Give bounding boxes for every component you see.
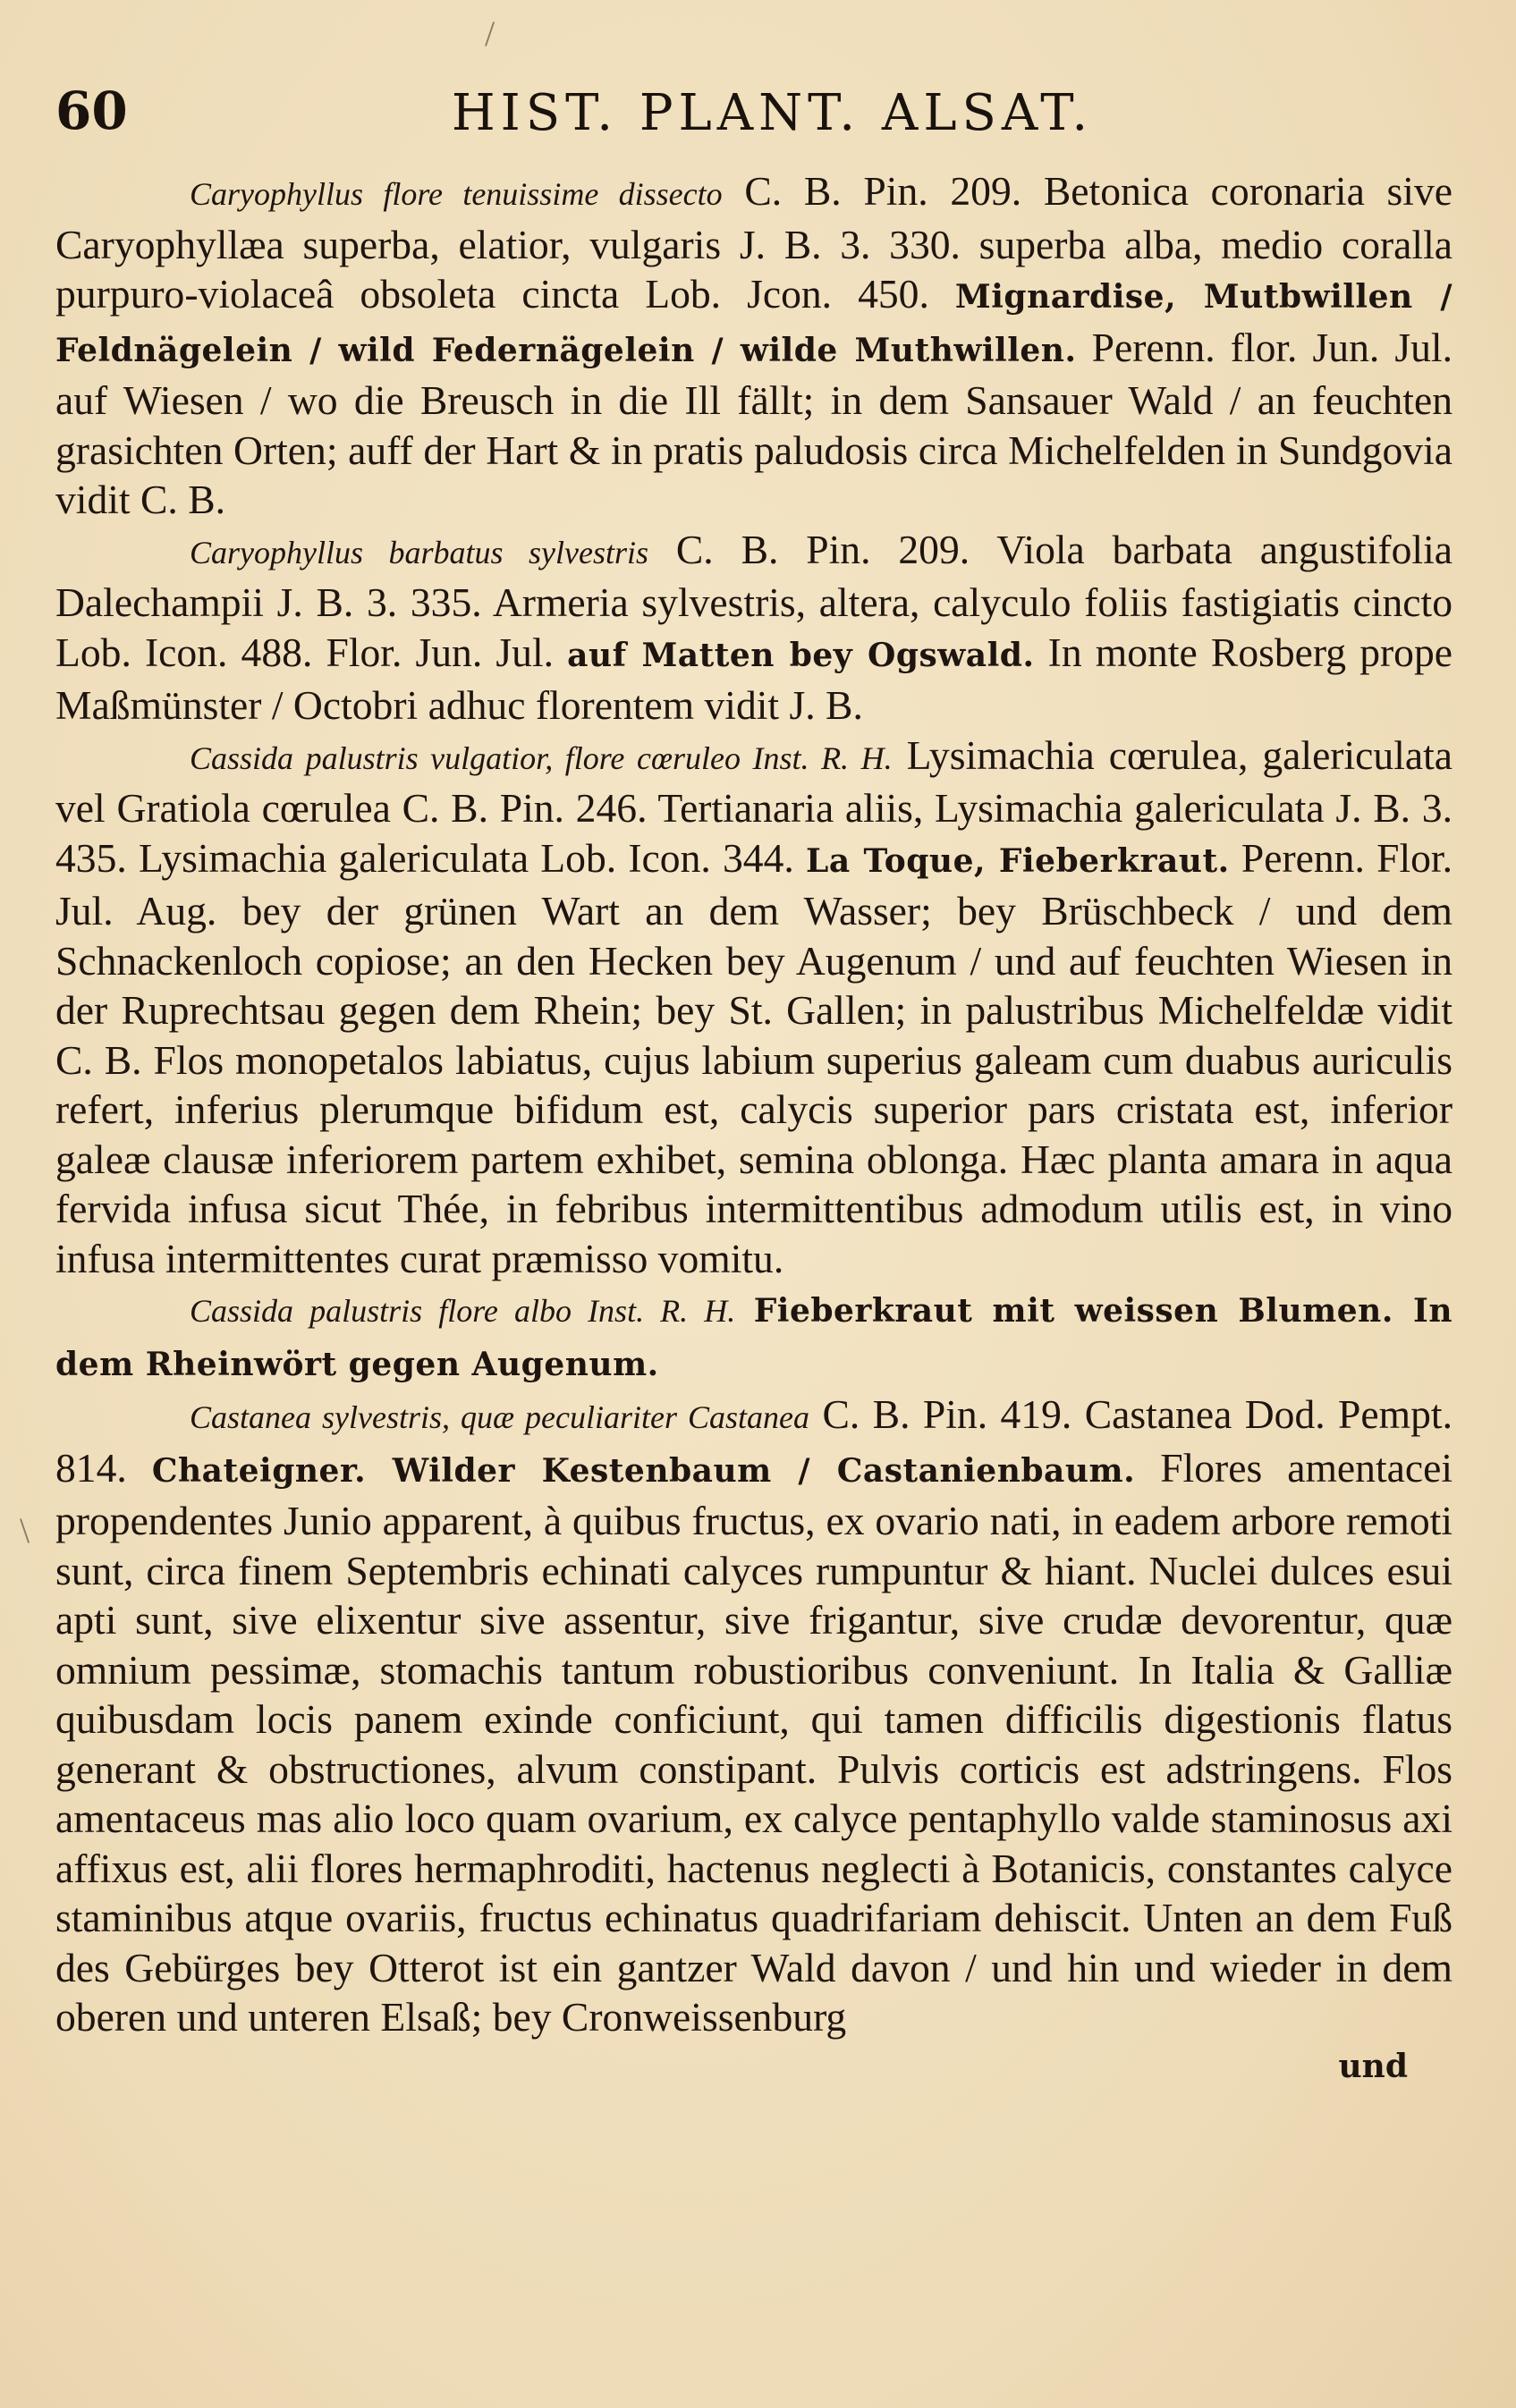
entry-tail: Flores amentacei propendentes Junio apparent, à quibus fructus, ex ovario nati, in eadem arbore remoti sunt, circa finem Septembris echinati calyces rumpuntur & hiant. Nuclei dulces esui apti sunt, sive elixentur sive assentur, sive frigantur, sive crudæ devorentur, quæ omnium pessimæ, stomachis tantum robustioribus conveniunt. In Italia & Galliæ quibusdam locis panem exinde conficiunt, qui tamen difficilis digestionis flatus generant & obstructiones, alvum constipant. Pulvis corticis est adstringens. Flos amentaceus mas alio loco quam ovarium, ex calyce pentaphyllo valde staminosus axi affixus est, alii flores hermaphroditi, hactenus neglecti à Botanicis, constantes calyce staminibus atque ovariis, fructus echinatus quadrifariam dehiscit. Unten an dem Fuß des Gebürges bey Otterot ist ein gantzer Wald davon / und hin und wieder in dem oberen und unteren Elsaß; bey Cronweissenburg xyxy=(55,1444,1452,2040)
entry-caryophyllus-barbatus xyxy=(55,525,1452,731)
entry-cassida-coeruleo xyxy=(55,731,1452,1284)
entry-vernacular: Mignardise, Mutbwillen / Feldnägelein / wild Federnägelein / wilde Muthwillen. xyxy=(55,278,1452,369)
entry-vernacular: La Toque, Fieberkraut. xyxy=(806,841,1230,880)
entry-vernacular: Chateigner. Wilder Kestenbaum / Castanienbaum. xyxy=(151,1451,1136,1490)
catchword: und xyxy=(1338,2047,1408,2085)
entry-text: C. B. Pin. 419. Castanea Dod. Pempt. 814. xyxy=(55,1391,1452,1491)
page-number: 60 xyxy=(55,80,128,141)
entry-tail: Perenn. Flor. Jul. Aug. bey der grünen Wart an dem Wasser; bey Brüschbeck / und dem Schnackenloch copiose; an den Hecken bey Augenum / und auf feuchten Wiesen in der Ruprechtsau gegen dem Rhein; bey St. Gallen; in palustribus Michelfeldæ vidit C. B. Flos monopetalos labiatus, cujus labium superius galeam cum duabus auriculis refert, inferius plerumque bifidum est, calycis superior pars cristata est, inferior galeæ clausæ inferiorem partem exhibet, semina oblonga. Hæc planta amara in aqua fervida infusa sicut Thée, in febribus intermittentibus admodum utilis est, in vino infusa intermittentes curat præmisso vomitu. xyxy=(55,834,1452,1281)
margin-ink-tick: \ xyxy=(20,1510,30,1550)
running-head: HIST. PLANT. ALSAT. xyxy=(451,84,1094,142)
entry-name: Cassida palustris vulgatior, flore cœruleo Inst. R. H. xyxy=(190,739,893,776)
page-header xyxy=(55,80,1453,152)
entry-text: C. B. Pin. 209. Betonica coronaria sive Caryophyllæa superba, elatior, vulgaris J. B. 3. 330. superba alba, medio coralla purpuro-violaceâ obsoleta cincta Lob. Jcon. 450. xyxy=(55,168,1452,317)
entry-text: C. B. Pin. 209. Viola barbata angustifolia Dalechampii J. B. 3. 335. Armeria sylvestris, altera, calyculo foliis fastigiatis cincto Lob. Icon. 488. Flor. Jun. Jul. xyxy=(55,526,1452,675)
entry-name: Castanea sylvestris, quæ peculiariter Castanea xyxy=(190,1399,810,1435)
text-body xyxy=(55,166,1452,2091)
entry-vernacular: auf Matten bey Ogswald. xyxy=(567,636,1035,674)
entry-tail: In monte Rosberg prope Maßmünster / Octobri adhuc florentem vidit J. B. xyxy=(55,629,1453,728)
entry-name: Caryophyllus barbatus sylvestris xyxy=(190,534,648,570)
entry-name: Caryophyllus flore tenuissime dissecto xyxy=(190,176,723,212)
top-ink-tick: / xyxy=(485,13,495,54)
entry-tail: Perenn. flor. Jun. Jul. auf Wiesen / wo die Breusch in die Ill fällt; in dem Sansauer Wald / an feuchten grasichten Orten; auff der Hart & in pratis paludosis circa Michelfelden in Sundgovia vidit C. B. xyxy=(55,324,1452,522)
entry-caryophyllus-dissecto xyxy=(55,166,1452,525)
entry-text: Lysimachia cœrulea, galericulata vel Gratiola cœrulea C. B. Pin. 246. Tertianaria aliis, Lysimachia galericulata J. B. 3. 435. Lysimachia galericulata Lob. Icon. 344. xyxy=(55,731,1453,881)
entry-name: Cassida palustris flore albo Inst. R. H. xyxy=(190,1293,736,1329)
entry-vernacular: Fieberkraut mit weissen Blumen. In dem Rheinwört gegen Augenum. xyxy=(55,1292,1452,1383)
entry-castanea xyxy=(55,1390,1452,2042)
entry-cassida-albo xyxy=(55,1283,1452,1390)
